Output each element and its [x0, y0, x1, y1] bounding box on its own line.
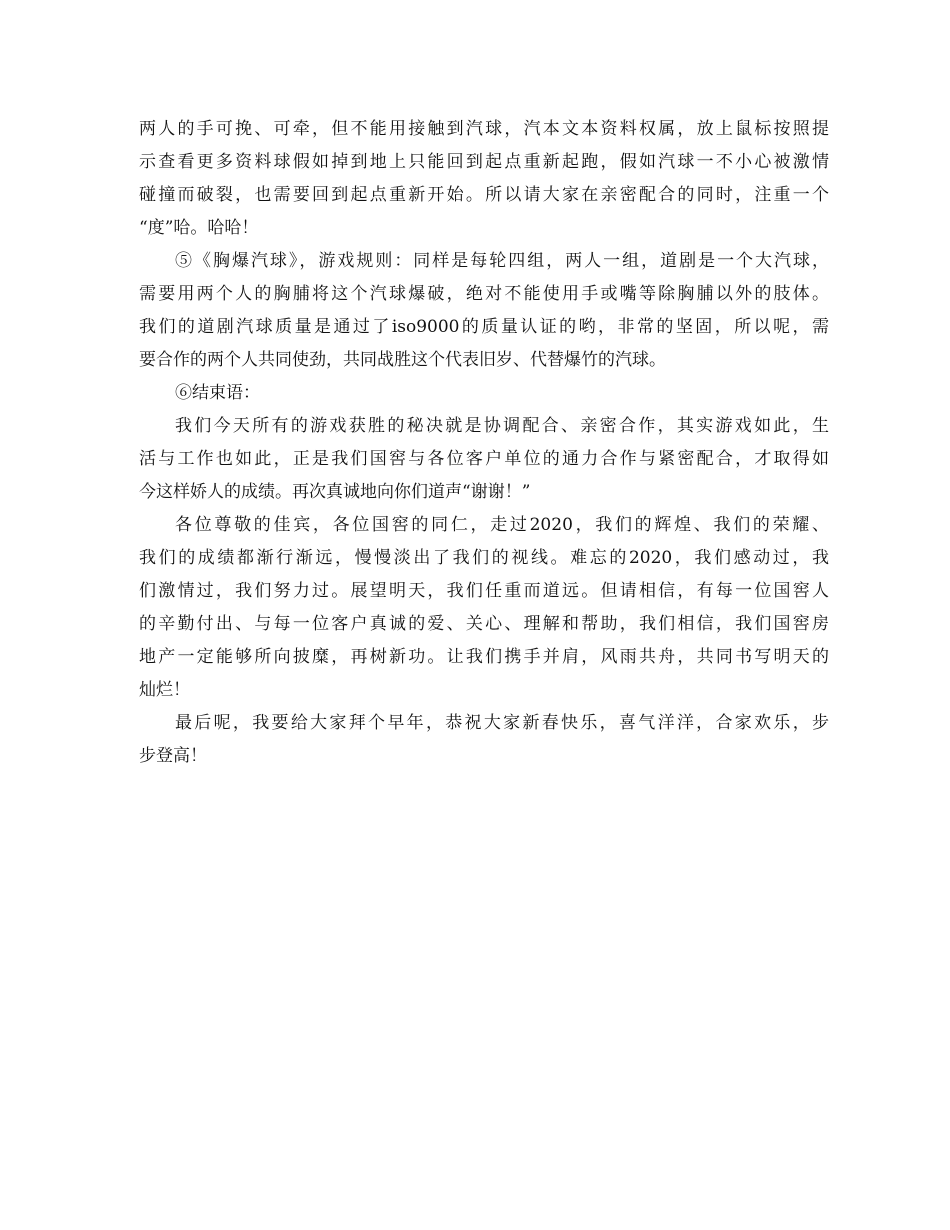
text-line-12: 今这样娇人的成绩。再次真诚地向你们道声“谢谢！”	[139, 482, 531, 502]
game-rule-heading-line: ⑤《胸爆汽球》，游戏规则：同样是每轮四组，两人一组，道剧是一个大汽球，	[175, 251, 829, 271]
text-line-20: 步登高！	[139, 746, 207, 766]
text-line-10: 我们今天所有的游戏获胜的秘决就是协调配合、亲密合作，其实游戏如此，生	[175, 416, 829, 436]
text-line-17: 地产一定能够所向披糜，再树新功。让我们携手并肩，风雨共舟，共同书写明天的	[139, 647, 829, 667]
text-line-1: 两人的手可挽、可牵，但不能用接触到汽球，汽本文本资料权属，放上鼠标按照提	[139, 119, 829, 139]
text-line-4: “度”哈。哈哈！	[139, 218, 259, 238]
text-line-3: 碰撞而破裂，也需要回到起点重新开始。所以请大家在亲密配合的同时，注重一个	[139, 185, 829, 205]
document-body	[139, 113, 829, 773]
text-line-14: 我们的成绩都渐行渐远，慢慢淡出了我们的视线。难忘的2020，我们感动过，我	[139, 548, 829, 568]
text-line-16: 的辛勤付出、与每一位客户真诚的爱、关心、理解和帮助，我们相信，我们国窖房	[139, 614, 829, 634]
text-line-6: 需要用两个人的胸脯将这个汽球爆破，绝对不能使用手或嘴等除胸脯以外的肢体。	[139, 284, 829, 304]
text-line-7: 我们的道剧汽球质量是通过了iso9000的质量认证的哟，非常的坚固，所以呢，需	[139, 317, 829, 337]
text-line-11: 活与工作也如此，正是我们国窖与各位客户单位的通力合作与紧密配合，才取得如	[139, 449, 829, 469]
text-line-2: 示查看更多资料球假如掉到地上只能回到起点重新起跑，假如汽球一不小心被激情	[139, 152, 829, 172]
text-line-15: 们激情过，我们努力过。展望明天，我们任重而道远。但请相信，有每一位国窖人	[139, 581, 829, 601]
closing-heading: ⑥结束语：	[175, 383, 260, 403]
text-line-8: 要合作的两个人共同使劲，共同战胜这个代表旧岁、代替爆竹的汽球。	[139, 350, 666, 370]
text-line-18: 灿烂！	[139, 680, 190, 700]
text-line-13: 各位尊敬的佳宾，各位国窖的同仁，走过2020，我们的辉煌、我们的荣耀、	[175, 515, 829, 535]
text-line-19: 最后呢，我要给大家拜个早年，恭祝大家新春快乐，喜气洋洋，合家欢乐，步	[175, 713, 829, 733]
